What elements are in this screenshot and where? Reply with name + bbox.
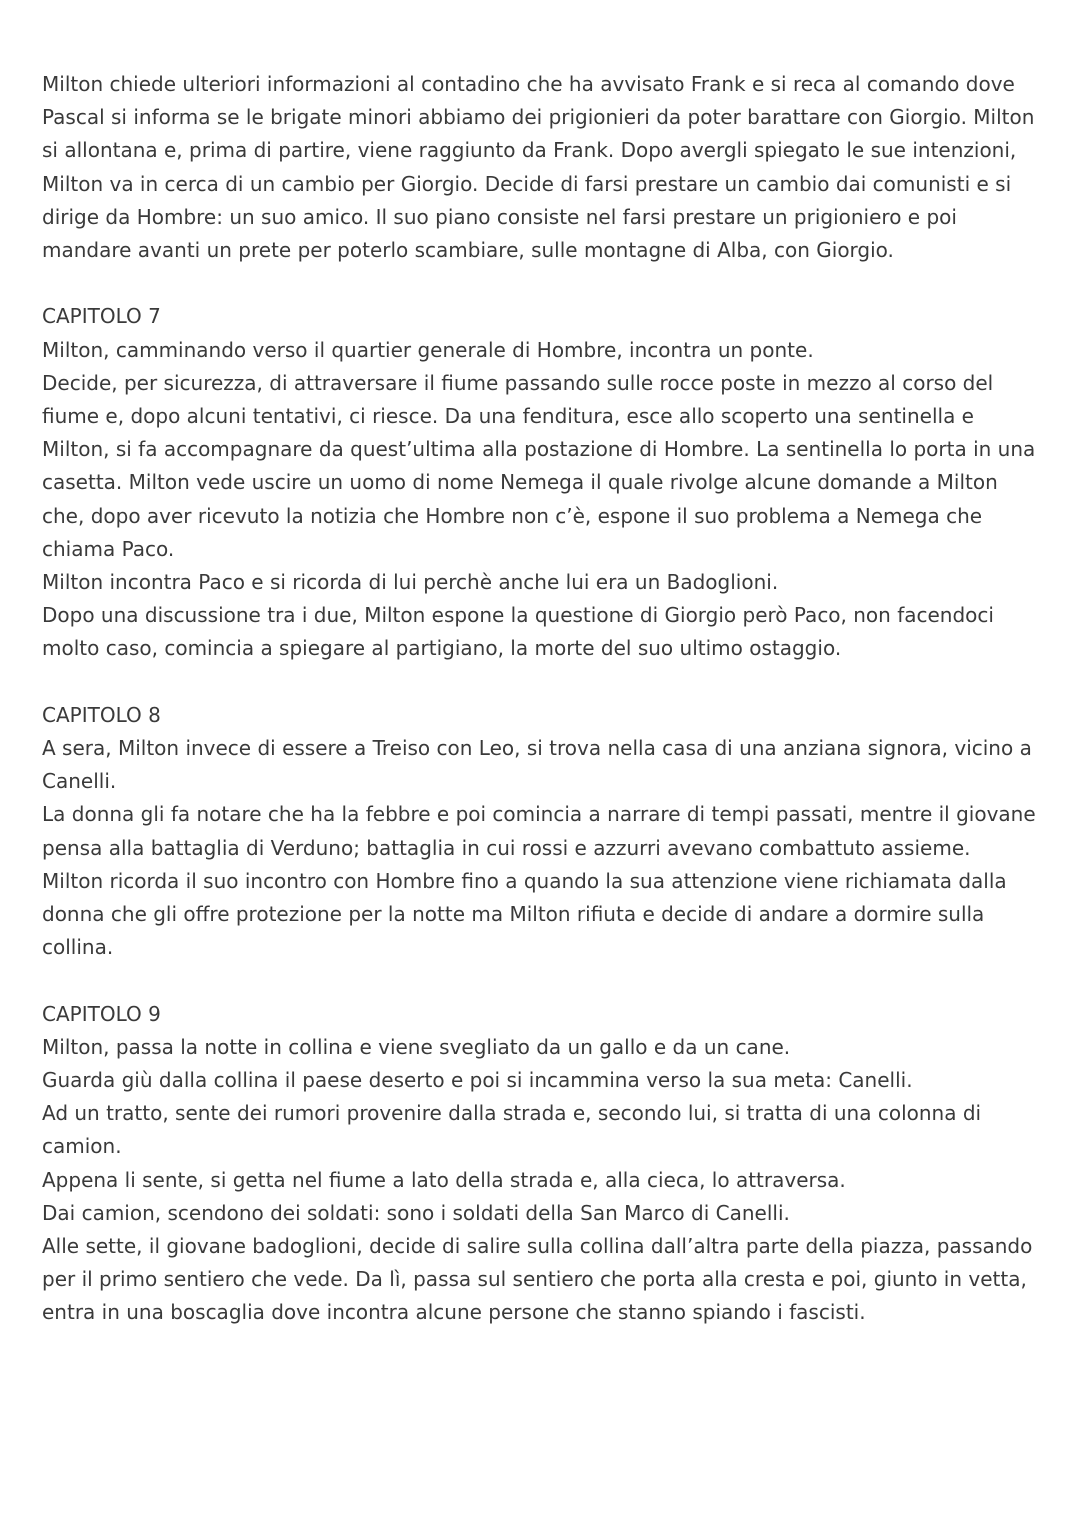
chapter-8-section bbox=[42, 699, 1042, 965]
chapter-8-heading: CAPITOLO 8 bbox=[42, 702, 161, 727]
intro-paragraph: Milton chiede ulteriori informazioni al contadino che ha avvisato Frank e si reca al comando dove Pascal si informa se le brigate minori abbiamo dei prigionieri da poter barattare con Giorgio. Milton si allontana e, prima di partire, viene raggiunto da Frank. Dopo avergli spiegato le sue intenzioni, Milton va in cerca di un cambio per Giorgio. Decide di farsi prestare un cambio dai comunisti e si dirige da Hombre: un suo amico. Il suo piano consiste nel farsi prestare un prigioniero e poi mandare avanti un prete per poterlo scambiare, sulle montagne di Alba, con Giorgio. bbox=[42, 72, 1035, 263]
chapter-9-paragraph: Ad un tratto, sente dei rumori provenire dalla strada e, secondo lui, si tratta di una colonna di camion. bbox=[42, 1101, 982, 1159]
chapter-8-paragraph: A sera, Milton invece di essere a Treiso con Leo, si trova nella casa di una anziana signora, vicino a Canelli. bbox=[42, 736, 1032, 794]
chapter-7-paragraph: Dopo una discussione tra i due, Milton espone la questione di Giorgio però Paco, non facendoci molto caso, comincia a spiegare al partigiano, la morte del suo ultimo ostaggio. bbox=[42, 603, 994, 661]
chapter-9-paragraph: Milton, passa la notte in collina e viene svegliato da un gallo e da un cane. bbox=[42, 1034, 791, 1059]
chapter-9-paragraph: Appena li sente, si getta nel fiume a lato della strada e, alla cieca, lo attraversa. bbox=[42, 1167, 846, 1192]
intro-section bbox=[42, 68, 1042, 267]
chapter-9-heading: CAPITOLO 9 bbox=[42, 1001, 161, 1026]
chapter-9-paragraph: Dai camion, scendono dei soldati: sono i soldati della San Marco di Canelli. bbox=[42, 1200, 790, 1225]
document-body bbox=[42, 68, 1042, 1330]
chapter-7-paragraph: Milton, camminando verso il quartier generale di Hombre, incontra un ponte. bbox=[42, 337, 814, 362]
chapter-7-section bbox=[42, 300, 1042, 665]
chapter-8-paragraph: La donna gli fa notare che ha la febbre e poi comincia a narrare di tempi passati, mentre il giovane pensa alla battaglia di Verduno; battaglia in cui rossi e azzurri avevano combattuto assieme. bbox=[42, 802, 1036, 860]
chapter-7-paragraph: Decide, per sicurezza, di attraversare il fiume passando sulle rocce poste in mezzo al corso del fiume e, dopo alcuni tentativi, ci riesce. Da una fenditura, esce allo scoperto una sentinella e Milton, si fa accompagnare da quest’ultima alla postazione di Hombre. La sentinella lo porta in una casetta. Milton vede uscire un uomo di nome Nemega il quale rivolge alcune domande a Milton che, dopo aver ricevuto la notizia che Hombre non c’è, espone il suo problema a Nemega che chiama Paco. bbox=[42, 370, 1036, 561]
chapter-9-section bbox=[42, 998, 1042, 1330]
chapter-9-paragraph: Guarda giù dalla collina il paese deserto e poi si incammina verso la sua meta: Canelli. bbox=[42, 1068, 913, 1093]
chapter-7-heading: CAPITOLO 7 bbox=[42, 304, 161, 329]
chapter-9-paragraph: Alle sette, il giovane badoglioni, decide di salire sulla collina dall’altra parte della piazza, passando per il primo sentiero che vede. Da lì, passa sul sentiero che porta alla cresta e poi, giunto in vetta, entra in una boscaglia dove incontra alcune persone che stanno spiando i fascisti. bbox=[42, 1234, 1033, 1325]
chapter-8-paragraph: Milton ricorda il suo incontro con Hombre fino a quando la sua attenzione viene richiamata dalla donna che gli offre protezione per la notte ma Milton rifiuta e decide di andare a dormire sulla collina. bbox=[42, 868, 1007, 960]
chapter-7-paragraph: Milton incontra Paco e si ricorda di lui perchè anche lui era un Badoglioni. bbox=[42, 570, 779, 595]
